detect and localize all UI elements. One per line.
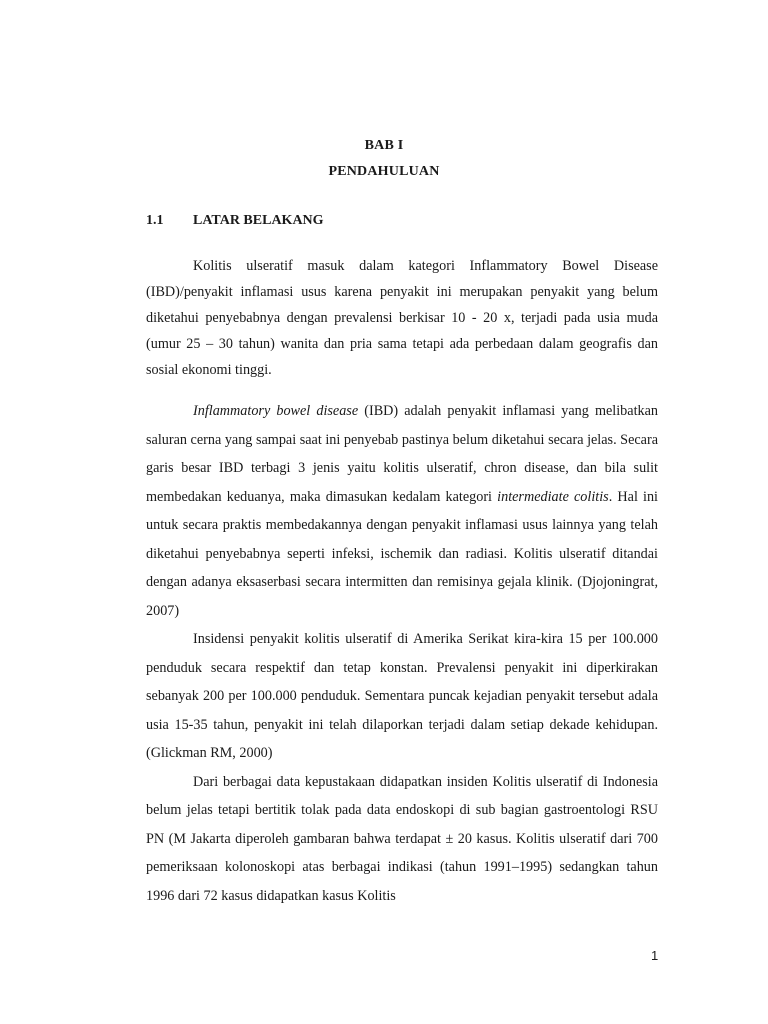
paragraph-3: Insidensi penyakit kolitis ulseratif di Amerika Serikat kira-kira 15 per 100.000 penduduk secara respektif dan tetap konstan. Prevalensi penyakit ini diperkirakan sebanyak 200 per 100.000 penduduk. Sementara puncak kejadian penyakit tersebut adala usia 15-35 tahun, penyakit ini telah dilaporkan terjadi dalam setiap dekade kehidupan. (Glickman RM, 2000) (146, 631, 658, 761)
section-title: LATAR BELAKANG (193, 213, 324, 228)
section-heading (146, 213, 324, 229)
page-number: 1 (651, 948, 659, 963)
paragraph-2-italic-lead: Inflammatory bowel disease (193, 403, 359, 419)
paragraph-2-mid: (IBD) adalah penyakit inflamasi yang melibatkan saluran cerna yang sampai saat ini penyebab pastinya belum diketahui secara jelas. Secara garis besar IBD terbagi 3 jenis yaitu kolitis ulseratif, chron disease, dan bila sulit membedakan keduanya, maka dimasukan kedalam kategori (146, 403, 658, 505)
paragraph-1-block (146, 253, 658, 383)
paragraph-2 (146, 397, 658, 625)
section-number: 1.1 (146, 213, 164, 228)
paragraph-2-italic-term: intermediate colitis (497, 488, 609, 505)
chapter-number: BAB I (364, 138, 404, 153)
paragraph-1: Kolitis ulseratif masuk dalam kategori Inflammatory Bowel Disease (IBD)/penyakit inflamasi usus karena penyakit ini merupakan penyakit yang belum diketahui penyebabnya dengan prevalensi berkisar 10 - 20 x, terjadi pada usia muda (umur 25 – 30 tahun) wanita dan pria sama tetapi ada perbedaan dalam geografis dan sosial ekonomi tinggi. (146, 258, 658, 378)
paragraph-group (146, 397, 658, 910)
chapter-title: PENDAHULUAN (328, 164, 440, 179)
paragraph-2-tail: . Hal ini untuk secara praktis membedakannya dengan penyakit inflamasi usus lainnya yang telah diketahui penyebabnya seperti infeksi, ischemik dan radiasi. Kolitis ulseratif ditandai dengan adanya eksaserbasi secara intermitten dan remisinya gejala klinik. (Djojoningrat, 2007) (146, 488, 659, 619)
paragraph-4: Dari berbagai data kepustakaan didapatkan insiden Kolitis ulseratif di Indonesia belum jelas tetapi bertitik tolak pada data endoskopi di sub bagian gastroentologi RSU PN (M Jakarta diperoleh gambaran bahwa terdapat ± 20 kasus. Kolitis ulseratif dari 700 pemeriksaan kolonoskopi atas berbagai indikasi (tahun 1991–1995) sedangkan tahun 1996 dari 72 kasus didapatkan kasus Kolitis (146, 773, 658, 904)
